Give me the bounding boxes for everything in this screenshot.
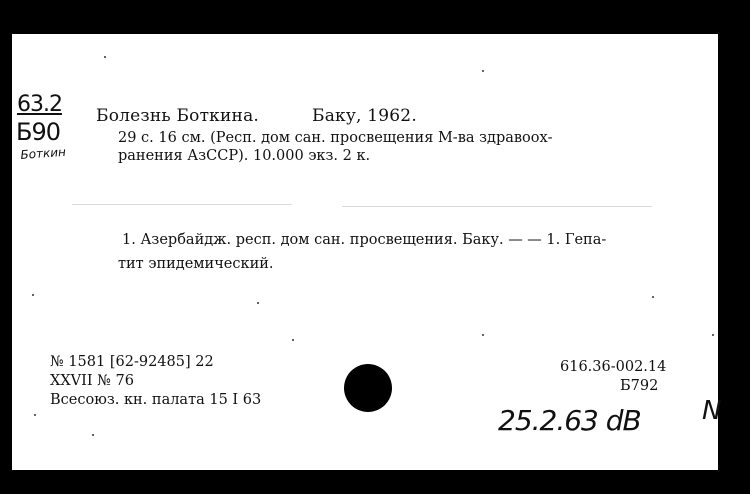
- punch-hole: [344, 364, 392, 412]
- tracing-line-2: тит эпидемический.: [118, 256, 274, 272]
- handwritten-edge-mark: N: [702, 396, 722, 426]
- footer-left-line-2: XXVII № 76: [50, 373, 134, 389]
- footer-left-line-1: № 1581 [62-92485] 22: [50, 354, 214, 370]
- call-number-author-mark: Боткин: [20, 144, 67, 162]
- tracing-line-1: 1. Азербайдж. респ. дом сан. просвещения. Баку. — — 1. Гепа-: [122, 232, 607, 248]
- handwritten-date: 25.2.63 dB: [498, 404, 641, 437]
- footer-left-line-3: Всесоюз. кн. палата 15 I 63: [50, 392, 262, 408]
- call-number-middle: Б90: [16, 118, 61, 146]
- description-line-1: 29 с. 16 см. (Респ. дом сан. просвещения М-ва здравоох-: [118, 130, 553, 146]
- description-line-2: ранения АзССР). 10.000 экз. 2 к.: [118, 148, 371, 164]
- catalog-card: [12, 34, 722, 470]
- book-title: Болезнь Боткина.: [96, 106, 260, 126]
- call-number-top: 63.2: [17, 92, 62, 117]
- footer-right-line-1: 616.36-002.14: [560, 359, 667, 375]
- place-year: Баку, 1962.: [312, 106, 417, 126]
- footer-right-line-2: Б792: [620, 378, 659, 394]
